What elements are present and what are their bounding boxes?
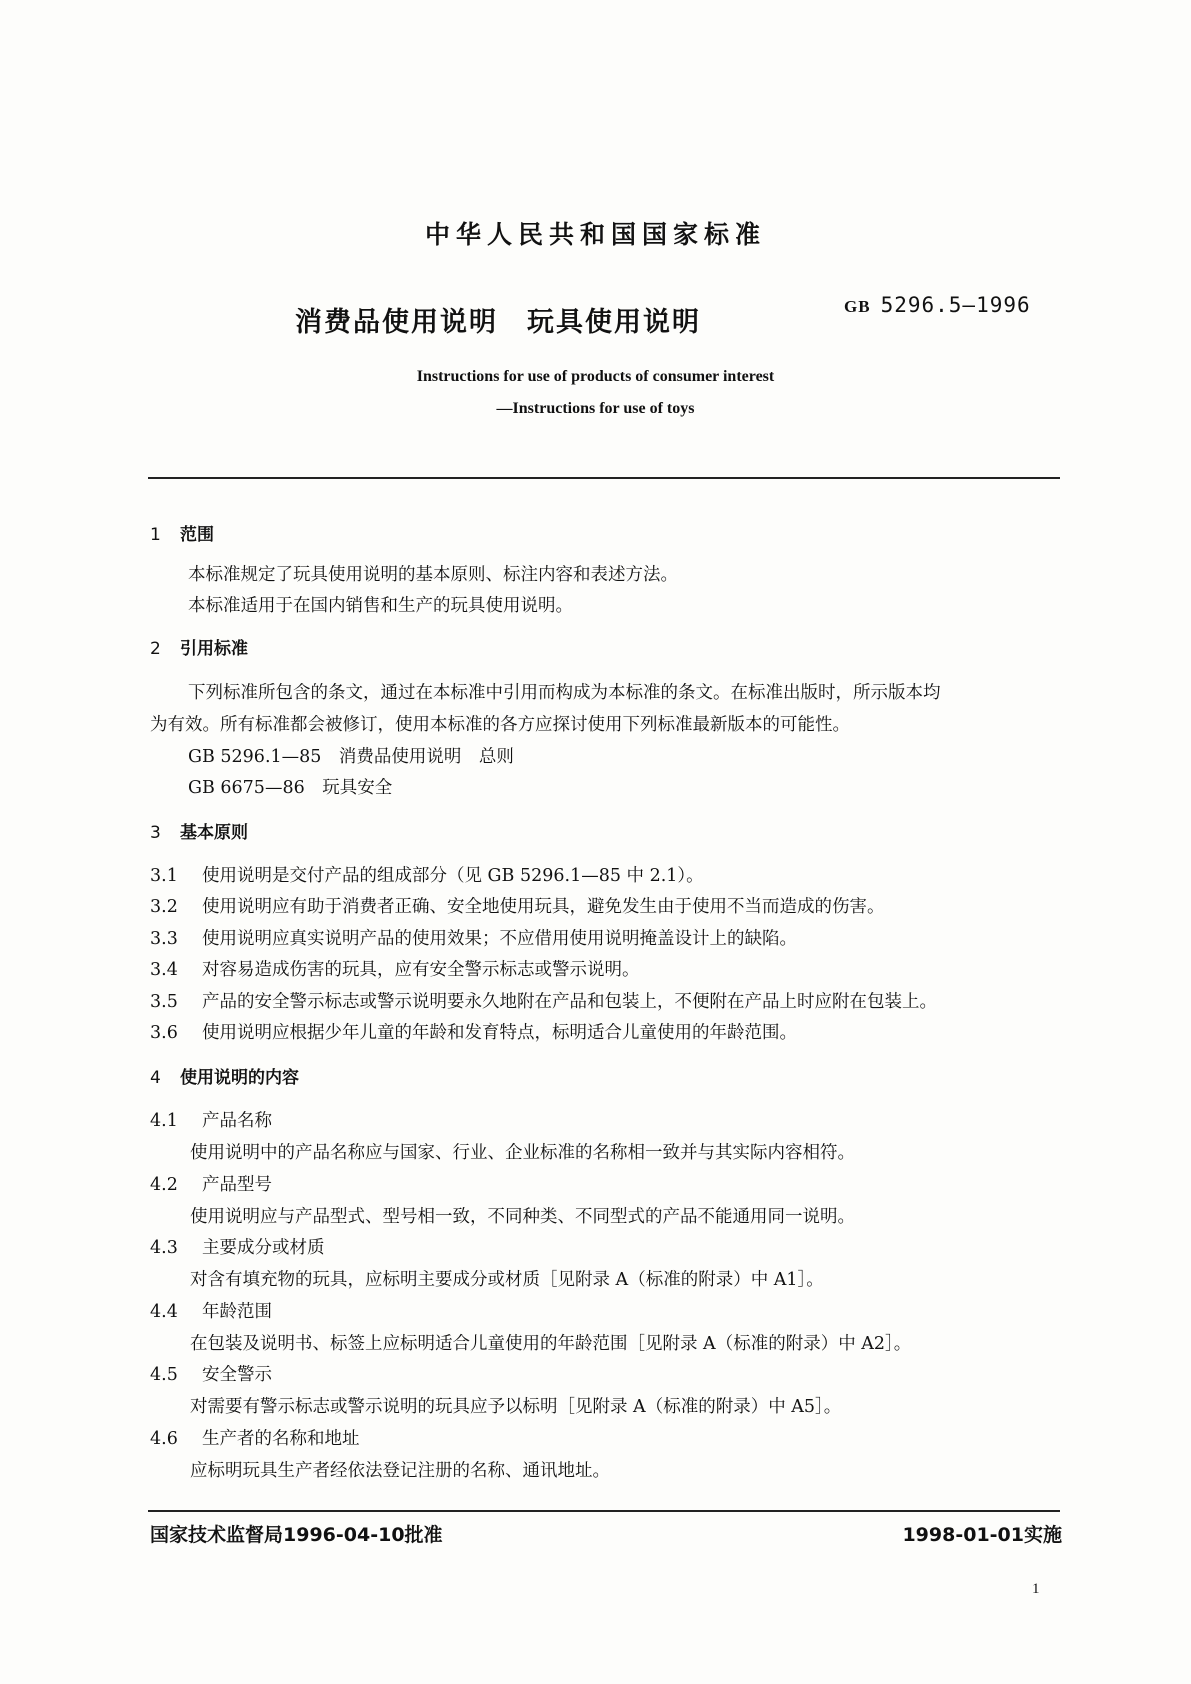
section-3-heading	[150, 818, 248, 843]
clause-number: 4.3	[150, 1238, 178, 1258]
section-title: 引用标准	[180, 639, 248, 659]
clause-title: 产品名称	[202, 1111, 272, 1131]
clause-4-1	[150, 1107, 272, 1132]
paragraph: 本标准适用于在国内销售和生产的玩具使用说明。	[188, 596, 573, 616]
clause-body: 对需要有警示标志或警示说明的玩具应予以标明［见附录 A（标准的附录）中 A5］。	[190, 1397, 842, 1417]
section-4-heading	[150, 1063, 299, 1088]
clause-number: 3.2	[150, 897, 178, 917]
implementation-date: 1998-01-01实施	[902, 1524, 1062, 1546]
clause-title: 安全警示	[202, 1365, 272, 1385]
clause-number: 4.1	[150, 1111, 178, 1131]
clause-4-2	[150, 1171, 272, 1196]
clause-body: 在包装及说明书、标签上应标明适合儿童使用的年龄范围［见附录 A（标准的附录）中 A2］。	[190, 1334, 912, 1354]
clause-body: 使用说明中的产品名称应与国家、行业、企业标准的名称相一致并与其实际内容相符。	[190, 1143, 855, 1163]
document-title-en-line2: —Instructions for use of toys	[496, 400, 695, 417]
clause-4-6	[150, 1425, 360, 1450]
clause-3-2	[150, 893, 885, 918]
standard-number: 5296.5—1996	[880, 293, 1031, 317]
clause-4-5	[150, 1361, 272, 1386]
clause-number: 4.2	[150, 1175, 178, 1195]
section-title: 使用说明的内容	[180, 1068, 299, 1088]
approval-date: 国家技术监督局1996-04-10批准	[150, 1524, 443, 1546]
clause-3-5	[150, 988, 937, 1013]
clause-text: 产品的安全警示标志或警示说明要永久地附在产品和包装上，不便附在产品上时应附在包装上。	[202, 992, 937, 1012]
clause-4-3	[150, 1234, 325, 1259]
national-standard-title: 中华人民共和国国家标准	[424, 220, 766, 249]
clause-title: 年龄范围	[202, 1302, 272, 1322]
reference-item: GB 5296.1—85 消费品使用说明 总则	[188, 747, 514, 767]
section-number: 1	[150, 525, 161, 545]
clause-number: 4.6	[150, 1429, 178, 1449]
paragraph-continuation: 为有效。所有标准都会被修订，使用本标准的各方应探讨使用下列标准最新版本的可能性。	[150, 715, 850, 735]
clause-text: 使用说明应根据少年儿童的年龄和发育特点，标明适合儿童使用的年龄范围。	[202, 1023, 797, 1043]
footer-divider	[148, 1510, 1060, 1512]
paragraph: 本标准规定了玩具使用说明的基本原则、标注内容和表述方法。	[188, 565, 678, 585]
section-number: 4	[150, 1068, 161, 1088]
clause-body: 应标明玩具生产者经依法登记注册的名称、通讯地址。	[190, 1461, 610, 1481]
clause-text: 使用说明是交付产品的组成部分（见 GB 5296.1—85 中 2.1）。	[202, 866, 704, 886]
section-2-heading	[150, 634, 248, 659]
clause-3-6	[150, 1019, 797, 1044]
section-1-heading	[150, 520, 214, 545]
clause-number: 4.5	[150, 1365, 178, 1385]
clause-number: 3.4	[150, 960, 178, 980]
header-divider	[148, 477, 1060, 479]
section-title: 范围	[180, 525, 214, 545]
clause-3-1	[150, 862, 704, 887]
clause-text: 使用说明应有助于消费者正确、安全地使用玩具，避免发生由于使用不当而造成的伤害。	[202, 897, 885, 917]
clause-body: 使用说明应与产品型式、型号相一致，不同种类、不同型式的产品不能通用同一说明。	[190, 1207, 855, 1227]
clause-title: 产品型号	[202, 1175, 272, 1195]
reference-item: GB 6675—86 玩具安全	[188, 778, 393, 798]
clause-text: 对容易造成伤害的玩具，应有安全警示标志或警示说明。	[202, 960, 640, 980]
clause-4-4	[150, 1298, 272, 1323]
clause-title: 生产者的名称和地址	[202, 1429, 360, 1449]
section-number: 3	[150, 823, 161, 843]
clause-3-4	[150, 956, 640, 981]
document-title-en-line1: Instructions for use of products of consumer interest	[416, 368, 775, 385]
section-number: 2	[150, 639, 161, 659]
clause-title: 主要成分或材质	[202, 1238, 325, 1258]
document-title-cn: 消费品使用说明 玩具使用说明	[295, 307, 701, 338]
clause-number: 4.4	[150, 1302, 178, 1322]
clause-number: 3.3	[150, 929, 178, 949]
standard-prefix: GB	[844, 297, 871, 316]
clause-number: 3.1	[150, 866, 178, 886]
clause-body: 对含有填充物的玩具，应标明主要成分或材质［见附录 A（标准的附录）中 A1］。	[190, 1270, 824, 1290]
standard-code	[844, 293, 1031, 317]
section-title: 基本原则	[180, 823, 248, 843]
clause-3-3	[150, 925, 797, 950]
clause-text: 使用说明应真实说明产品的使用效果；不应借用使用说明掩盖设计上的缺陷。	[202, 929, 797, 949]
clause-number: 3.6	[150, 1023, 178, 1043]
clause-number: 3.5	[150, 992, 178, 1012]
paragraph: 下列标准所包含的条文，通过在本标准中引用而构成为本标准的条文。在标准出版时，所示版本均	[188, 683, 941, 703]
page-number: 1	[1032, 1581, 1040, 1597]
